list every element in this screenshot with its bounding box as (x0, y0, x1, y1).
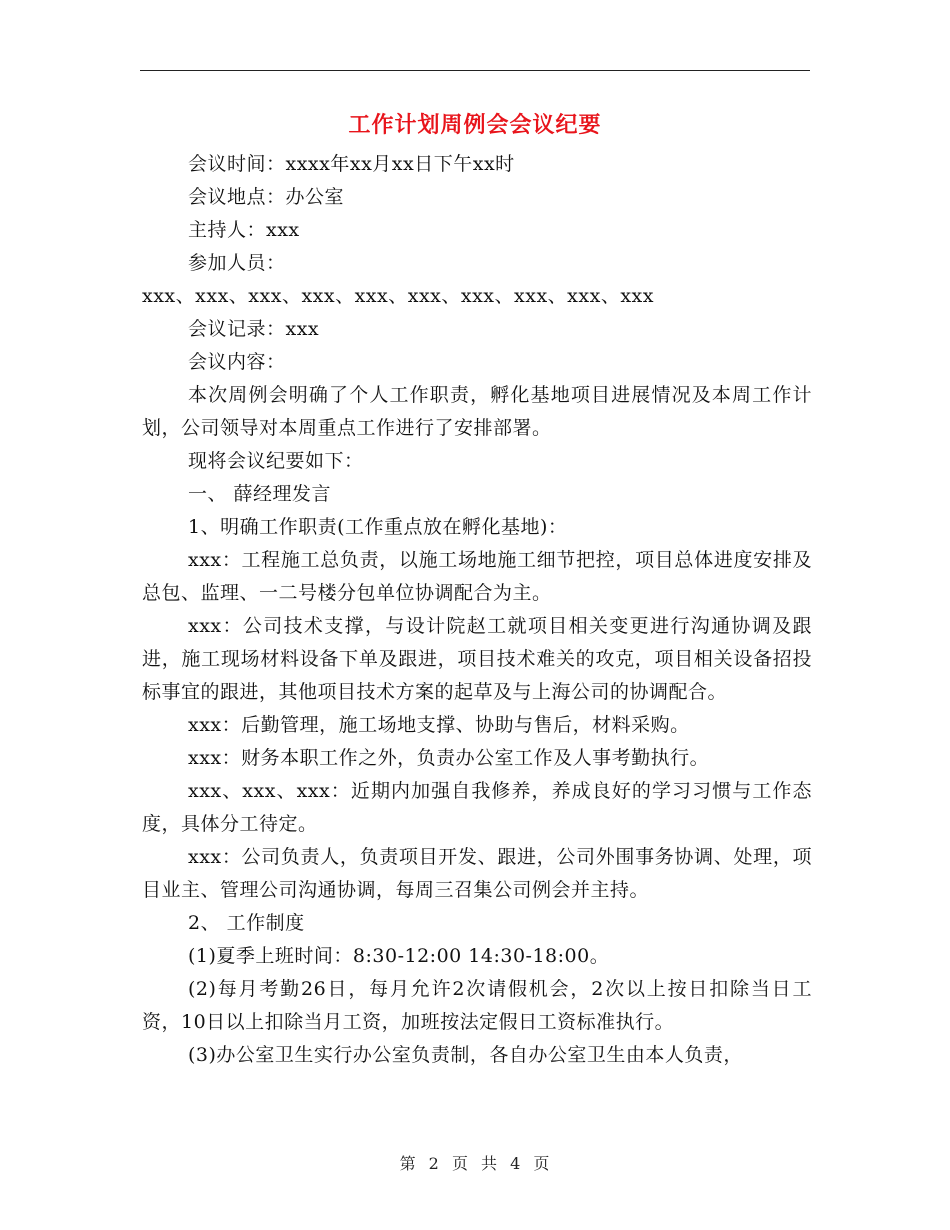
meeting-location: 会议地点：办公室 (188, 186, 345, 208)
duty-paragraph: xxx：公司负责人，负责项目开发、跟进，公司外围事务协调、处理，项目业主、管理公司沟通协调，每周三召集公司例会并主持。 (142, 846, 812, 901)
rule-paragraph: (2)每月考勤26日，每月允许2次请假机会，2次以上按日扣除当日工资，10日以上扣除当月工资，加班按法定假日工资标准执行。 (142, 978, 812, 1033)
meeting-content-label: 会议内容： (188, 351, 286, 373)
meeting-time: 会议时间：xxxx年xx月xx日下午xx时 (188, 153, 515, 175)
duty-paragraph: xxx：公司技术支撑，与设计院赵工就项目相关变更进行沟通协调及跟进，施工现场材料设备下单及跟进，项目技术难关的攻克，项目相关设备招投标事宜的跟进，其他项目技术方案的起草及与上海公司的协调配合。 (142, 615, 812, 703)
document-body (142, 148, 812, 1072)
attendees-label: 参加人员： (188, 252, 286, 274)
duty-paragraph: xxx：后勤管理，施工场地支撑、协助与售后，材料采购。 (188, 714, 690, 736)
subsection-work-rules: 2、 工作制度 (188, 912, 305, 934)
meeting-host: 主持人：xxx (188, 219, 300, 241)
meeting-recorder: 会议记录：xxx (188, 318, 320, 340)
subsection-duties: 1、明确工作职责(工作重点放在孵化基地)： (188, 516, 568, 538)
summary-paragraph: 本次周例会明确了个人工作职责，孵化基地项目进展情况及本周工作计划，公司领导对本周重点工作进行了安排部署。 (142, 384, 812, 439)
section-heading-1: 一、 薛经理发言 (188, 483, 332, 505)
duty-paragraph: xxx、xxx、xxx：近期内加强自我修养，养成良好的学习习惯与工作态度，具体分工待定。 (142, 780, 812, 835)
attendees-list: xxx、xxx、xxx、xxx、xxx、xxx、xxx、xxx、xxx、xxx (142, 285, 654, 307)
page-number-footer: 第 2 页 共 4 页 (399, 1154, 551, 1173)
duty-paragraph: xxx：财务本职工作之外，负责办公室工作及人事考勤执行。 (188, 747, 710, 769)
header-rule (140, 70, 810, 71)
minutes-intro: 现将会议纪要如下： (188, 450, 364, 472)
rule-paragraph: (3)办公室卫生实行办公室负责制，各自办公室卫生由本人负责， (188, 1044, 743, 1066)
rule-paragraph: (1)夏季上班时间：8:30-12:00 14:30-18:00。 (188, 945, 610, 967)
duty-paragraph: xxx：工程施工总负责，以施工场地施工细节把控，项目总体进度安排及总包、监理、一二号楼分包单位协调配合为主。 (142, 549, 812, 604)
document-title: 工作计划周例会会议纪要 (348, 112, 602, 138)
